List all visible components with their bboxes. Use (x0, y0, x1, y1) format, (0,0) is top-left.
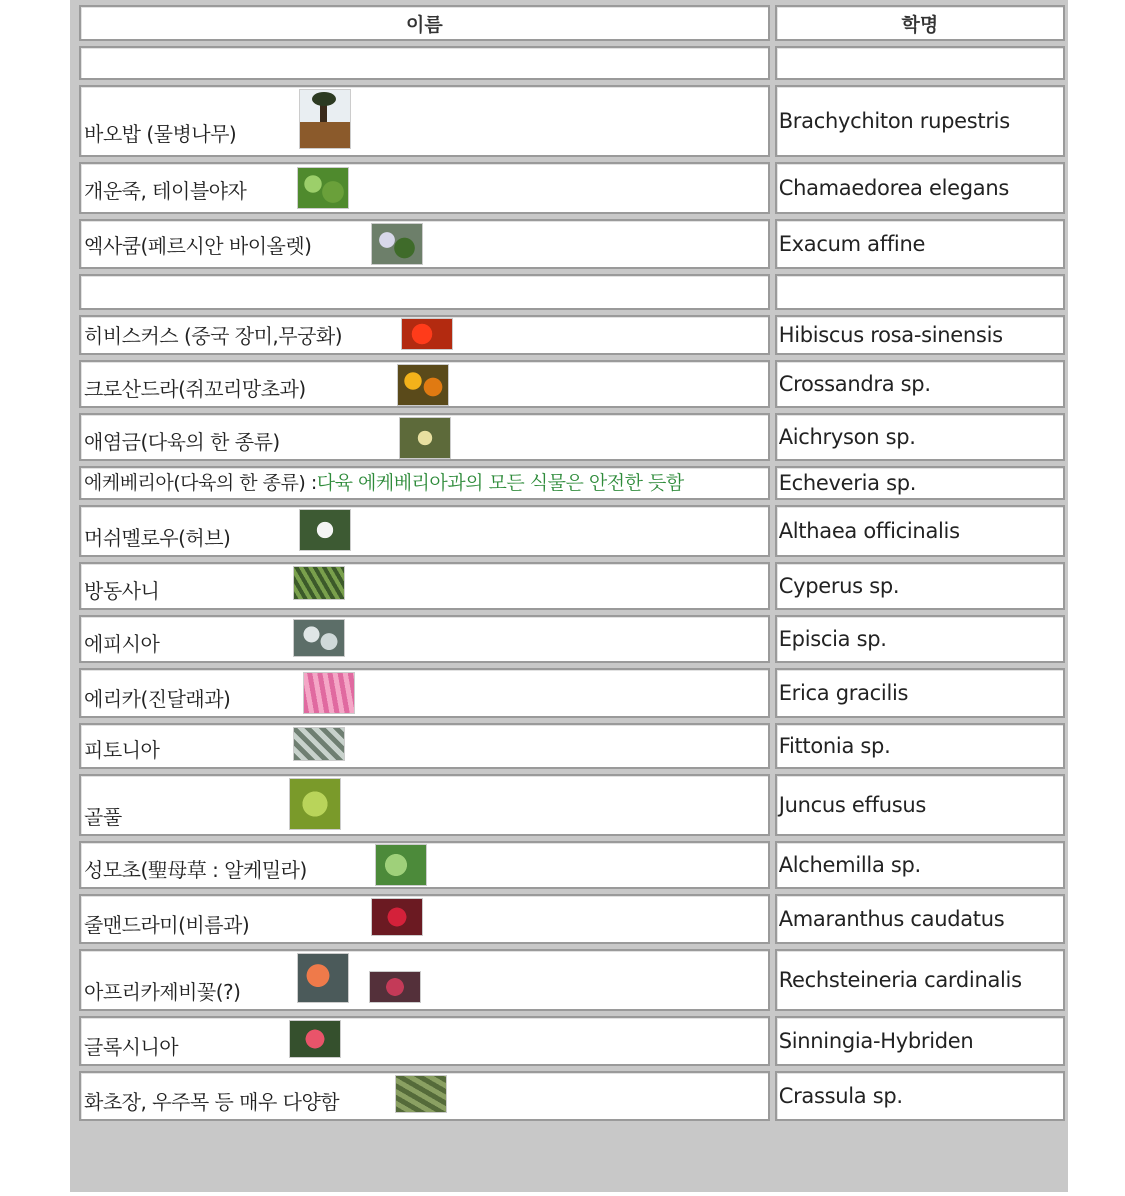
scientific-cell (775, 85, 1065, 157)
plant-name: 엑사쿰(페르시안 바이올렛) (84, 234, 312, 258)
scientific-name: Althaea officinalis (778, 519, 960, 543)
name-cell (79, 505, 770, 557)
scientific-name: Erica gracilis (778, 681, 909, 705)
althaea-photo-icon (299, 509, 351, 551)
fittonia-photo-icon (293, 727, 345, 761)
plant-table-frame (70, 0, 1068, 1192)
scientific-cell (775, 1071, 1065, 1121)
plant-name: 방동사니 (84, 579, 160, 603)
cyperus-photo-icon (293, 566, 345, 600)
gloxinia-photo-icon (289, 1020, 341, 1058)
scientific-name: Sinningia-Hybriden (778, 1029, 974, 1053)
scientific-cell (775, 615, 1065, 663)
name-cell (79, 85, 770, 157)
name-cell (79, 360, 770, 408)
name-cell (79, 466, 770, 500)
name-cell (79, 1016, 770, 1066)
plant-name: 줄맨드라미(비름과) (84, 913, 250, 937)
african-violet-photo-2-icon (369, 971, 421, 1003)
table-row (79, 1071, 1065, 1121)
scientific-name: Aichryson sp. (778, 425, 916, 449)
scientific-name: Hibiscus rosa-sinensis (778, 323, 1003, 347)
table-row (79, 505, 1065, 557)
scientific-name: Chamaedorea elegans (778, 176, 1010, 200)
name-cell (79, 774, 770, 836)
scientific-cell (775, 274, 1065, 310)
plant-name: 머쉬멜로우(허브) (84, 526, 231, 550)
name-cell (79, 162, 770, 214)
name-cell (79, 413, 770, 461)
plant-name: 애염금(다육의 한 종류) (84, 430, 280, 454)
plant-name: 글록시니아 (84, 1035, 179, 1059)
table-row (79, 894, 1065, 944)
juncus-photo-icon (289, 778, 341, 830)
safety-note: 다육 에케베리아과의 모든 식물은 안전한 듯함 (316, 472, 684, 494)
alchemilla-photo-icon (375, 844, 427, 886)
header-row (79, 5, 1065, 41)
name-cell (79, 46, 770, 80)
table-row (79, 668, 1065, 718)
palm-photo-icon (297, 167, 349, 209)
table-row (79, 162, 1065, 214)
scientific-name: Fittonia sp. (778, 734, 891, 758)
amaranthus-photo-icon (371, 898, 423, 936)
plant-name: 히비스커스 (중국 장미,무궁화) (84, 324, 343, 348)
scientific-cell (775, 413, 1065, 461)
name-cell (79, 219, 770, 269)
plant-name: 에리카(진달래과) (84, 687, 231, 711)
scientific-name: Exacum affine (778, 232, 926, 256)
exacum-photo-icon (371, 223, 423, 265)
header-name: 이름 (79, 5, 770, 41)
table-row (79, 219, 1065, 269)
aichryson-photo-icon (399, 417, 451, 459)
table-row (79, 274, 1065, 310)
header-scientific: 학명 (775, 5, 1065, 41)
name-cell (79, 668, 770, 718)
name-cell (79, 315, 770, 355)
table-row (79, 774, 1065, 836)
plant-name: 에피시아 (84, 632, 160, 656)
erica-photo-icon (303, 672, 355, 714)
scientific-cell (775, 949, 1065, 1011)
scientific-cell (775, 723, 1065, 769)
scientific-name: Juncus effusus (778, 793, 926, 817)
name-cell (79, 1071, 770, 1121)
table-row (79, 413, 1065, 461)
table-row (79, 466, 1065, 500)
scientific-cell (775, 894, 1065, 944)
scientific-cell (775, 562, 1065, 610)
table-row (79, 615, 1065, 663)
name-cell (79, 615, 770, 663)
scientific-cell (775, 668, 1065, 718)
scientific-name: Rechsteineria cardinalis (778, 968, 1022, 992)
name-cell (79, 723, 770, 769)
episcia-photo-icon (293, 619, 345, 657)
scientific-name: Episcia sp. (778, 627, 887, 651)
scientific-cell (775, 46, 1065, 80)
scientific-name: Brachychiton rupestris (778, 109, 1010, 133)
table-row (79, 315, 1065, 355)
scientific-cell (775, 841, 1065, 889)
name-cell (79, 949, 770, 1011)
scientific-cell (775, 315, 1065, 355)
plant-name: 아프리카제비꽃(?) (84, 980, 241, 1004)
scientific-name: Alchemilla sp. (778, 853, 921, 877)
scientific-name: Echeveria sp. (778, 471, 917, 495)
name-cell (79, 562, 770, 610)
scientific-name: Cyperus sp. (778, 574, 900, 598)
african-violet-photo-icon (297, 953, 349, 1003)
name-cell (79, 841, 770, 889)
plant-name: 바오밥 (물병나무) (84, 122, 237, 146)
scientific-cell (775, 162, 1065, 214)
plant-name: 개운죽, 테이블야자 (84, 179, 247, 203)
scientific-cell (775, 1016, 1065, 1066)
scientific-name: Crassula sp. (778, 1084, 903, 1108)
scientific-name: Crossandra sp. (778, 372, 931, 396)
scientific-cell (775, 466, 1065, 500)
plant-name-text: 에케베리아(다육의 한 종류) : (84, 472, 317, 494)
table-row (79, 1016, 1065, 1066)
name-cell (79, 274, 770, 310)
table-row (79, 949, 1065, 1011)
plant-name: 골풀 (84, 805, 122, 829)
scientific-cell (775, 774, 1065, 836)
scientific-cell (775, 219, 1065, 269)
baobab-photo-icon (299, 89, 351, 149)
plant-name: 크로산드라(쥐꼬리망초과) (84, 377, 306, 401)
table-row (79, 360, 1065, 408)
scientific-cell (775, 360, 1065, 408)
crassula-photo-icon (395, 1075, 447, 1113)
plant-table (74, 0, 1070, 1126)
crossandra-photo-icon (397, 364, 449, 406)
plant-name: 피토니아 (84, 738, 160, 762)
table-row (79, 723, 1065, 769)
scientific-cell (775, 505, 1065, 557)
table-row (79, 85, 1065, 157)
hibiscus-photo-icon (401, 318, 453, 350)
table-row (79, 46, 1065, 80)
plant-name: 성모초(聖母草 : 알케밀라) (84, 858, 307, 882)
table-row (79, 841, 1065, 889)
table-row (79, 562, 1065, 610)
plant-name: 화초장, 우주목 등 매우 다양함 (84, 1090, 340, 1114)
scientific-name: Amaranthus caudatus (778, 907, 1005, 931)
name-cell (79, 894, 770, 944)
plant-name (84, 468, 684, 495)
